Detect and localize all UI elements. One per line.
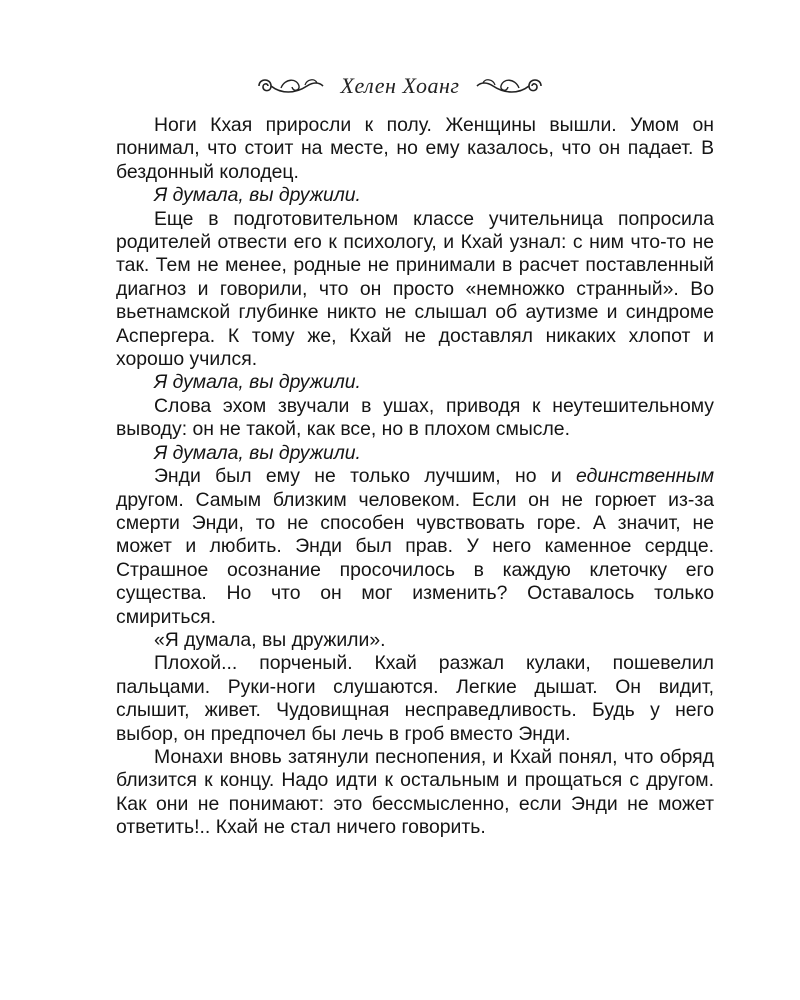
paragraph: Монахи вновь затянули песнопения, и Кхай понял, что обряд близится к концу. Надо идти к остальным и прощаться с другом. Как они не понимают: это бессмысленно, если Энди не может ответить!.. Кхай не стал ничего говорить.	[116, 745, 714, 839]
paragraph: Плохой... порченый. Кхай разжал кулаки, пошевелил пальцами. Руки-ноги слушаются. Легкие дышат. Он видит, слышит, живет. Чудовищная несправедливость. Будь у него выбор, он предпочел бы лечь в гроб вместо Энди.	[116, 652, 714, 745]
italic-refrain: Я думала, вы дружили.	[154, 441, 361, 464]
author-name: Хелен Хоанг	[340, 73, 460, 98]
emphasis-text: единственным	[576, 465, 714, 488]
body-text	[116, 114, 714, 840]
running-header	[0, 68, 800, 104]
paragraph	[116, 465, 714, 629]
paragraph: Слова эхом звучали в ушах, приводя к неутешительному выводу: он не такой, как все, но в плохом смысле.	[116, 394, 714, 441]
flourish-ornament-icon	[473, 72, 545, 100]
paragraph: Еще в подготовительном классе учительница попросила родителей отвести его к психологу, и Кхай узнал: с ним что-то не так. Тем не менее, родные не принимали в расчет поставленный диагноз и говорили, что он просто «немножко странный». Во вьетнамской глубинке никто не слышал об аутизме и синдроме Аспергера. К тому же, Кхай не доставлял никаких хлопот и хорошо учился.	[116, 207, 714, 371]
italic-refrain: Я думала, вы дружили.	[154, 184, 361, 207]
quoted-refrain: «Я думала, вы дружили».	[154, 628, 386, 651]
flourish-ornament-icon	[255, 72, 327, 100]
paragraph: Ноги Кхая приросли к полу. Женщины вышли. Умом он понимал, что стоит на месте, но ему казалось, что он падает. В бездонный колодец.	[116, 114, 714, 183]
paragraph-text: Энди был ему не только лучшим, но и	[154, 465, 577, 488]
paragraph-text: другом. Самым близким человеком. Если он не горюет из-за смерти Энди, то не способен чувствовать горе. А значит, не может и любить. Энди был прав. У него каменное сердце. Страшное осознание просочилось в каждую клеточку его существа. Но что он мог изменить? Оставалось только смириться.	[116, 488, 714, 628]
italic-refrain: Я думала, вы дружили.	[154, 371, 361, 394]
